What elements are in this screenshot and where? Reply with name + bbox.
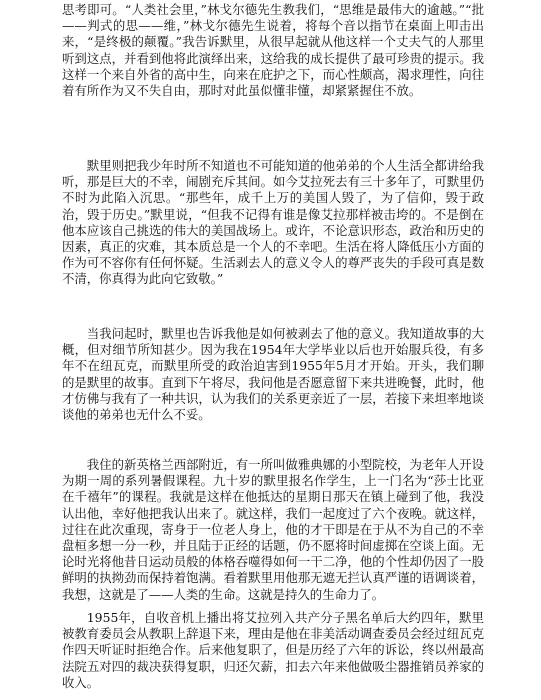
paragraph-1: 思考即可。“人类社会里，”林戈尔德先生教我们，“思维是最伟大的逾越。”“批——判式的思——维，”林戈尔德先生说着，将每个音以指节在桌面上叩击出来，“是终极的颠覆。”我告诉默里，从很早起就从他这样一个丈夫气的人那里听到这点，并看到他将此演绎出来，这给我的成长提供了最可珍贵的提示。我这样一个来自外省的高中生，向来在庇护之下，而心性颇高，渴求理性，向往着有所作为又不失自由，那时对此虽似懂非懂，却紧紧握住不放。 <box>62 2 484 99</box>
paragraph-5: 1955年，自收音机上播出将艾拉列入共产分子黑名单后大约四年，默里被教育委员会从教职上辞退下来，理由是他在非美活动调查委员会经过纽瓦克作四天听证时拒绝合作。后来他复职了，但是历经了六年的诉讼，终以州最高法院五对四的裁决获得复职，归还欠薪，扣去六年来他做吸尘器推销员养家的收入。 <box>62 610 484 690</box>
paragraph-4: 我住的新英格兰西部附近，有一所叫做雅典娜的小型院校，为老年人开设为期一周的系列暑假课程。九十岁的默里报名作学生，上一门名为“莎士比亚在千禧年”的课程。我就是这样在他抵达的星期日那天在镇上碰到了他，我没认出他，幸好他把我认出来了。就这样，我们一起度过了六个夜晚。就这样，过往在此次重现，寄身于一位老人身上，他的才干即是在于从不为自己的不幸盘桓多想一分一秒，并且陆于正经的话题，仍不愿将时间虚掷在空谈上面。无论时光将他昔日运动员般的体格吞噬得如何一干二净，他的个性却仍因了一股鲜明的执拗劲而保持着饱满。看着默里用他那无遮无拦认真严谨的语调谈着，我想，这就是了——人类的生命。这就是持久的生命力了。 <box>62 457 484 602</box>
paragraph-3: 当我问起时，默里也告诉我他是如何被剥去了他的意义。我知道故事的大概，但对细节所知甚少。因为我在1954年大学毕业以后也开始服兵役，有多年不在纽瓦克，而默里所受的政治迫害到1955年5月才开始。开头，我们聊的是默里的故事。直到下午将尽，我问他是否愿意留下来共进晚餐，此时，他才仿佛与我有了一种共识，认为我们的关系更亲近了一层，若接下来坦率地谈谈他的弟弟也无什么不妥。 <box>62 326 484 423</box>
paragraph-2: 默里则把我少年时所不知道也不可能知道的他弟弟的个人生活全都讲给我听，那是巨大的不幸，闹剧充斥其间。如今艾拉死去有三十多年了，可默里仍不时为此陷入沉思。“那些年，成千上万的美国人毁了，为了信仰，毁于政治，毁于历史。”默里说，“但我不记得有谁是像艾拉那样被击垮的。不是倒在他本应该自己挑选的伟大的美国战场上。或许，不论意识形态，政治和历史的因素，真正的灾难，其本质总是一个人的不幸吧。生活在将人降低压小方面的作为可不容你有任何怀疑。生活剥去人的意义令人的尊严丧失的手段可真是数不清，你真得为此向它致敬。” <box>62 158 484 287</box>
